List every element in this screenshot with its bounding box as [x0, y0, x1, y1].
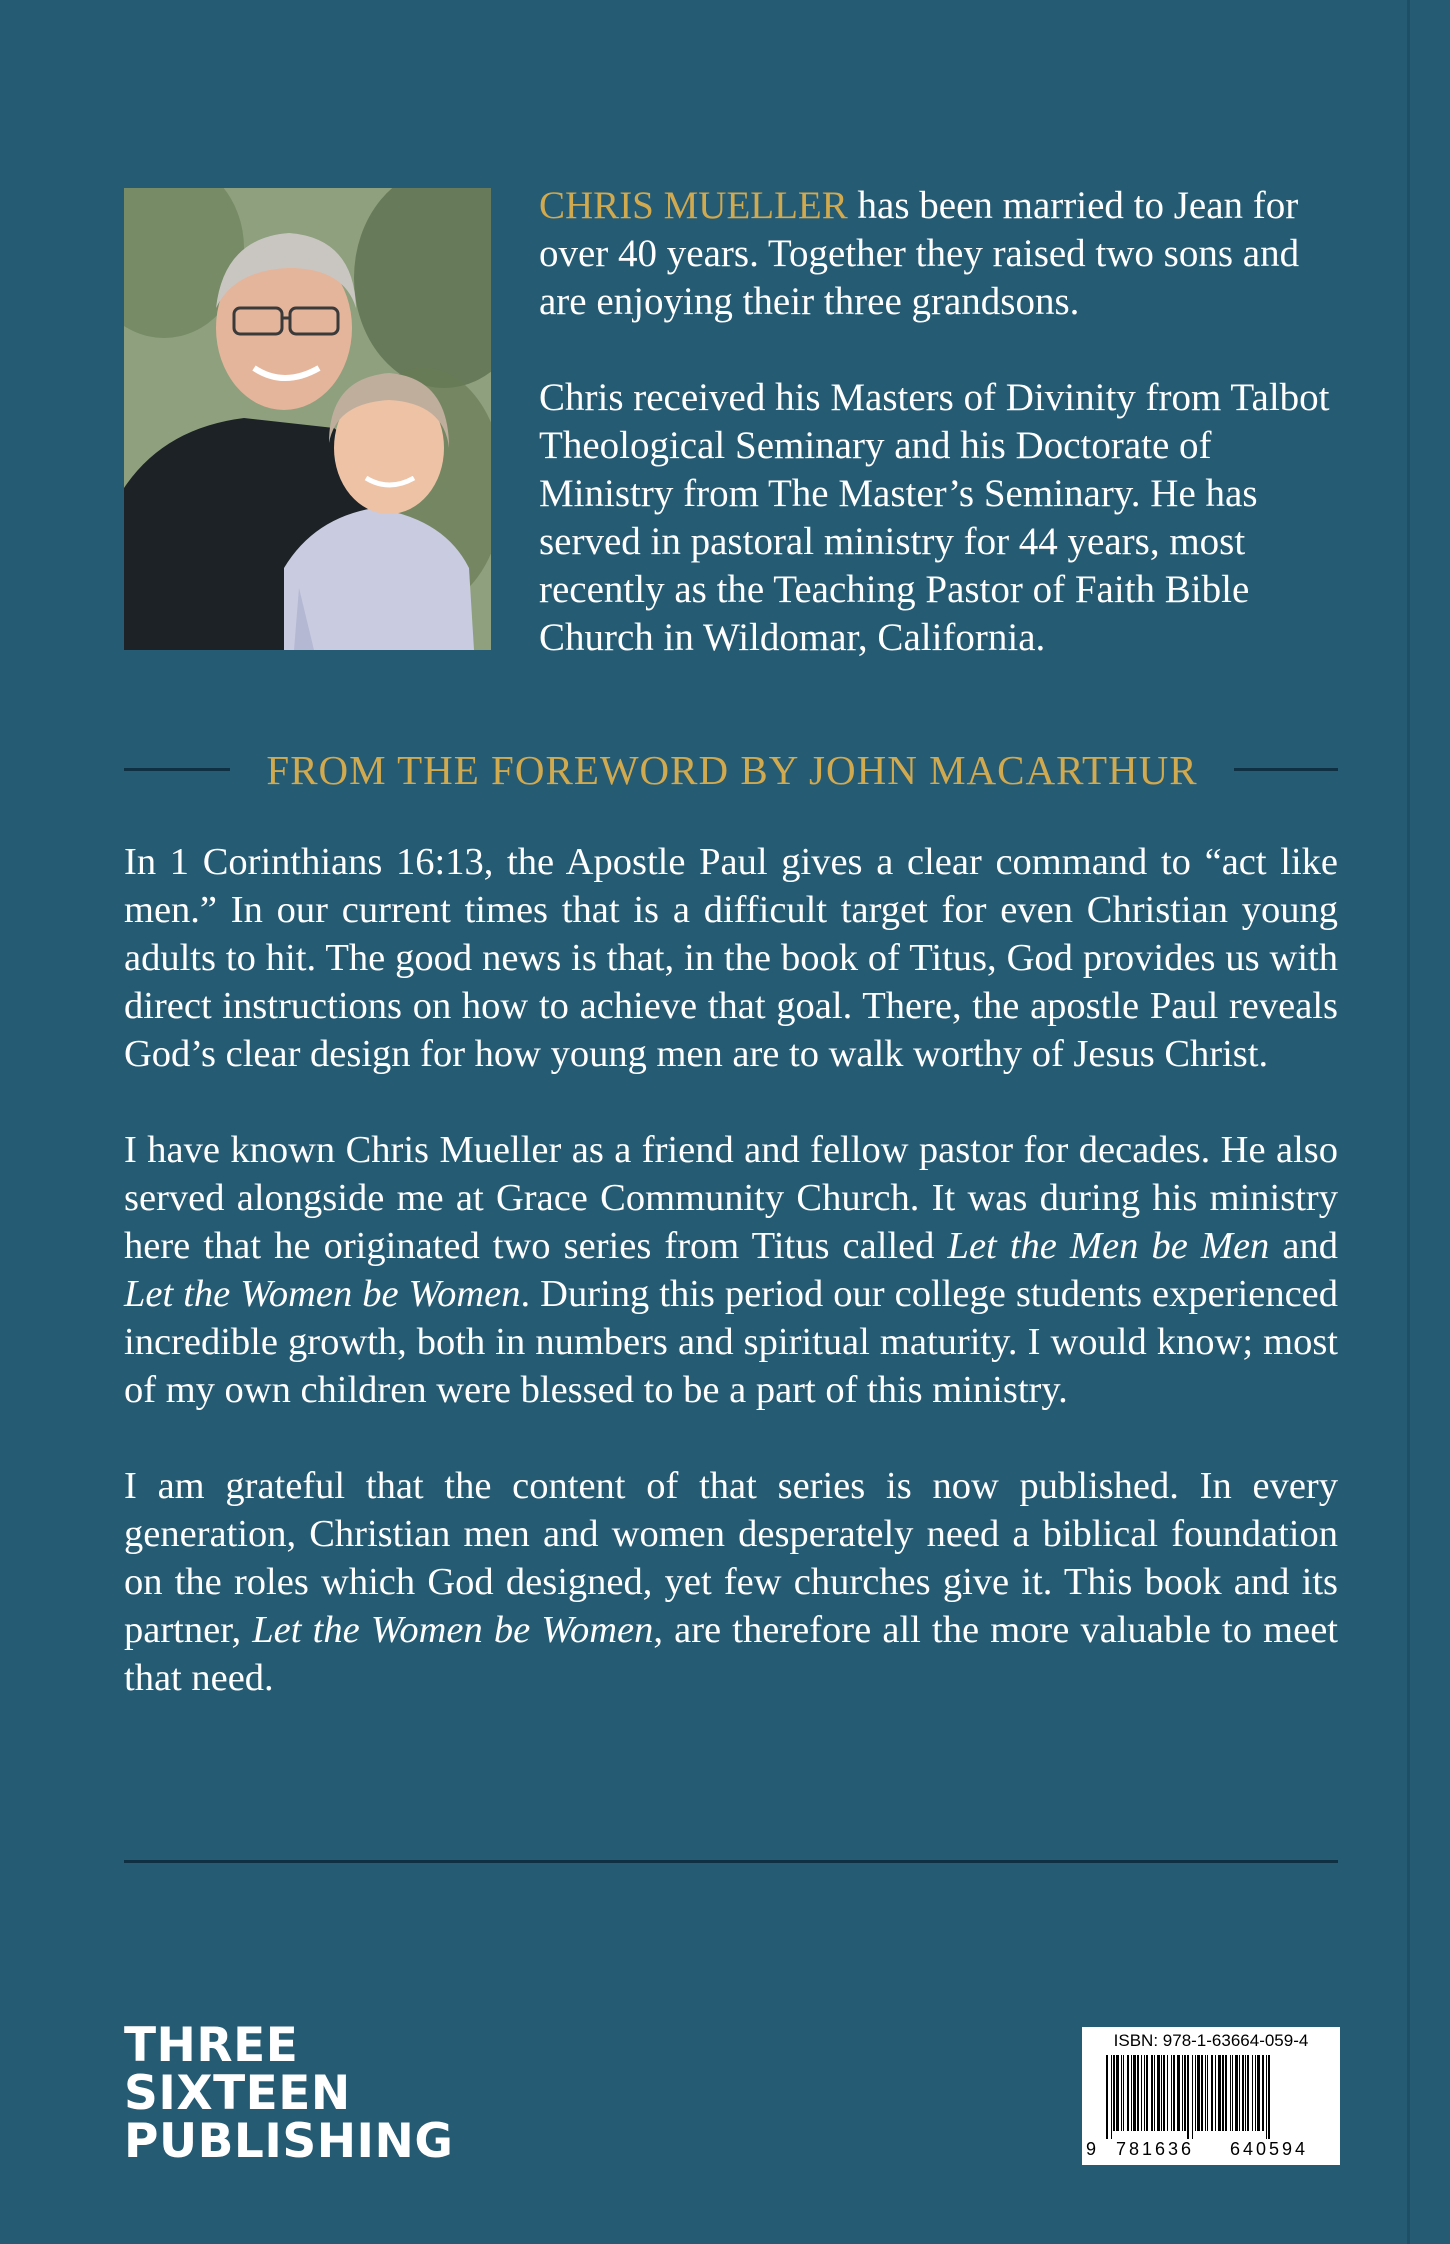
barcode-digit-first: 9: [1086, 2139, 1097, 2159]
bottom-divider: [124, 1860, 1338, 1863]
foreword-paragraph-3-text-a: I am grateful that the content of that series is now published. In every generation, Christian men and women desperately need a biblical foundation on the roles which God designed, yet few churches give it. This book and its partner,: [124, 1465, 1338, 1651]
barcode-bar: [1163, 2055, 1165, 2131]
foreword-paragraph-1: In 1 Corinthians 16:13, the Apostle Paul gives a clear command to “act like men.” In our current times that is a difficult target for even Christian young adults to hit. The good news is that, in the book of Titus, God provides us with direct instructions on how to achieve that goal. There, the apostle Paul reveals God’s clear design for how young men are to walk worthy of Jesus Christ.: [124, 841, 1338, 1075]
barcode-bar: [1252, 2055, 1253, 2131]
barcode-bar: [1133, 2055, 1136, 2131]
publisher-line-1: THREE: [124, 2018, 299, 2073]
author-bio: [539, 182, 1339, 710]
barcode-bar: [1161, 2055, 1162, 2131]
author-photo-illustration: [124, 188, 491, 650]
barcode-bar: [1211, 2055, 1213, 2131]
barcode-digits-right: 640594: [1230, 2139, 1309, 2159]
barcode-bar: [1141, 2055, 1142, 2131]
barcode-bar: [1255, 2055, 1256, 2131]
foreword-paragraph-2-text-a: I have known Chris Mueller as a friend and fellow pastor for decades. He also served alongside me at Grace Community Church. It was during his ministry here that he originated two series from Titus called: [124, 1129, 1338, 1267]
barcode-bar: [1121, 2055, 1122, 2131]
barcode-bar: [1225, 2055, 1227, 2131]
bio-paragraph-1: [539, 182, 1339, 326]
book-title-women: Let the Women be Women: [124, 1273, 521, 1315]
barcode-bar: [1123, 2055, 1124, 2131]
barcode-bar: [1262, 2055, 1264, 2131]
barcode-bar: [1127, 2055, 1129, 2131]
barcode-bar: [1197, 2055, 1200, 2131]
isbn-barcode: [1082, 2027, 1340, 2165]
book-title-women-partner: Let the Women be Women: [252, 1609, 654, 1651]
barcode-bar: [1245, 2055, 1246, 2131]
barcode-bar: [1116, 2055, 1119, 2131]
barcode-bar: [1146, 2055, 1148, 2131]
barcode-bar: [1230, 2055, 1231, 2131]
barcode-bar: [1182, 2055, 1183, 2131]
barcode-bar: [1151, 2055, 1153, 2131]
barcode-bar: [1232, 2055, 1233, 2131]
author-name: CHRIS MUELLER: [539, 184, 848, 227]
barcode-bar: [1111, 2055, 1112, 2139]
foreword-title: FROM THE FOREWORD BY JOHN MACARTHUR: [266, 747, 1198, 793]
heading-rule-right: [1234, 768, 1338, 771]
barcode-bar: [1131, 2055, 1132, 2131]
publisher-line-3: PUBLISHING: [124, 2114, 454, 2169]
barcode-bar: [1192, 2055, 1193, 2139]
spine-edge-line: [1407, 0, 1410, 2244]
foreword-heading-row: [124, 740, 1338, 800]
barcode-bar: [1154, 2055, 1155, 2131]
barcode-bar: [1215, 2055, 1216, 2131]
barcode-bars: [1092, 2055, 1330, 2139]
barcode-bar: [1239, 2055, 1240, 2131]
foreword-body: [124, 838, 1338, 1750]
bio-paragraph-1-text: has been married to Jean for over 40 years. Together they raised two sons and are enjoying their three grandsons.: [539, 184, 1300, 323]
barcode-bar: [1177, 2055, 1180, 2131]
barcode-bar: [1205, 2055, 1206, 2131]
barcode-bar: [1207, 2055, 1208, 2131]
barcode-bar: [1235, 2055, 1238, 2131]
barcode-bar: [1184, 2055, 1186, 2131]
foreword-paragraph-2-text-c: . During this period our college students experienced incredible growth, both in numbers and spiritual maturity. I would know; most of my own children were blessed to be a part of this ministry.: [124, 1273, 1339, 1411]
barcode-digits-left: 781636: [1116, 2139, 1195, 2159]
barcode-bar: [1187, 2055, 1189, 2139]
foreword-paragraph-2: [124, 1126, 1338, 1414]
author-photo: [124, 188, 491, 650]
isbn-label: ISBN: 978-1-63664-059-4: [1113, 2031, 1309, 2050]
barcode-bar: [1257, 2055, 1260, 2131]
barcode-bar: [1167, 2055, 1168, 2131]
barcode-bar: [1201, 2055, 1203, 2131]
publisher-logo: [124, 2018, 454, 2169]
barcode-bar: [1106, 2055, 1108, 2139]
barcode-bar: [1247, 2055, 1249, 2131]
barcode-bar: [1222, 2055, 1224, 2131]
foreword-paragraph-2-text-b: and: [1269, 1225, 1338, 1267]
barcode-bar: [1268, 2055, 1270, 2139]
barcode-bar: [1144, 2055, 1145, 2131]
foreword-paragraph-3: [124, 1462, 1338, 1702]
bio-paragraph-2: Chris received his Masters of Divinity from Talbot Theological Seminary and his Doctorate of Ministry from The Master’s Seminary. He has served in pastoral ministry for 44 years, most recently as the Teaching Pastor of Faith Bible Church in Wildomar, California.: [539, 376, 1330, 659]
barcode-bar: [1195, 2055, 1196, 2131]
barcode-bar: [1242, 2055, 1244, 2131]
barcode-bar: [1173, 2055, 1175, 2131]
publisher-line-2: SIXTEEN: [124, 2066, 351, 2121]
book-title-men: Let the Men be Men: [947, 1225, 1270, 1267]
barcode-bar: [1266, 2055, 1267, 2139]
barcode-bar: [1157, 2055, 1160, 2131]
barcode-bar: [1113, 2055, 1115, 2131]
foreword-paragraph-3-text-b: , are therefore all the more valuable to meet that need.: [124, 1609, 1338, 1699]
barcode-bar: [1137, 2055, 1139, 2131]
barcode-bar: [1171, 2055, 1172, 2131]
heading-rule-left: [124, 768, 230, 771]
barcode-bar: [1218, 2055, 1221, 2131]
